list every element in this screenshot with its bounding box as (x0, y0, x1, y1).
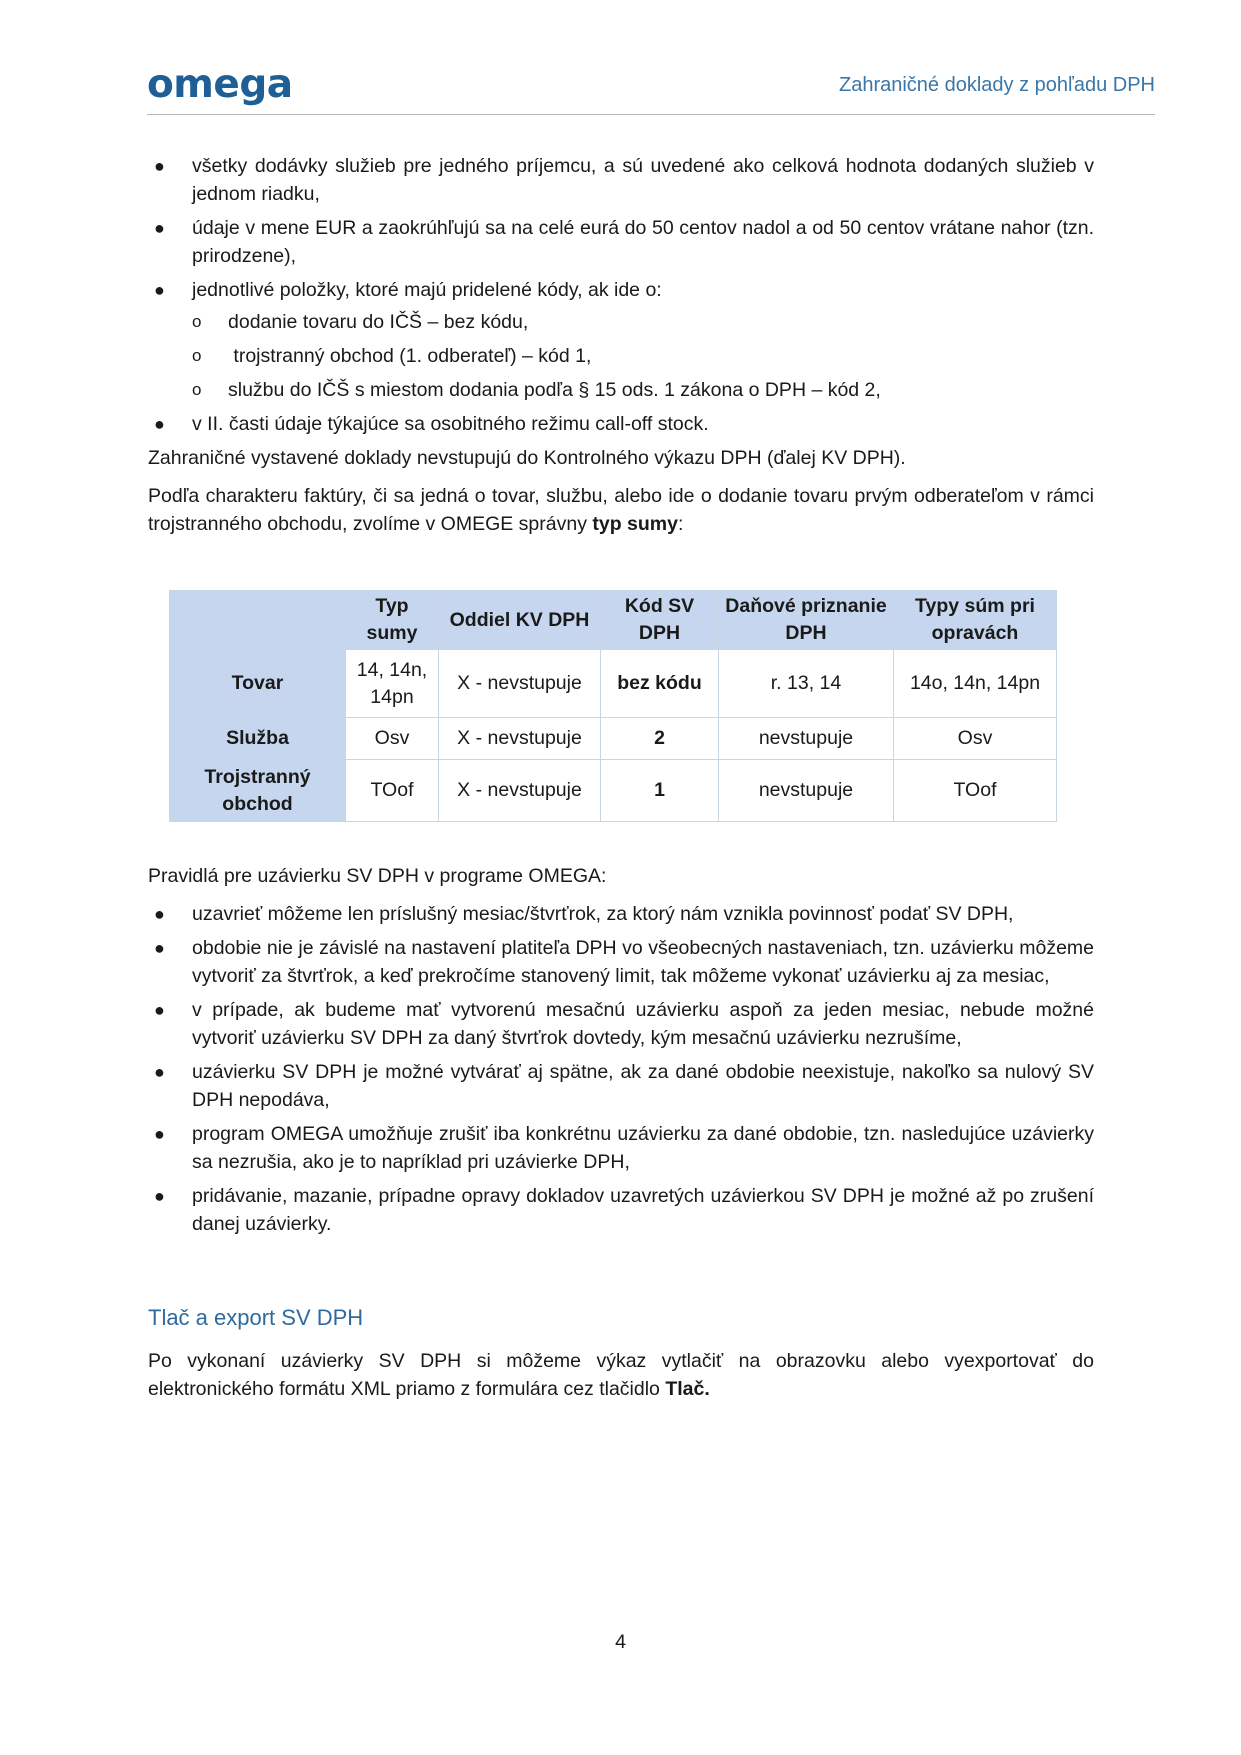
circle-bullet-icon: o (192, 346, 202, 365)
bullet-icon: ● (154, 1124, 165, 1144)
list-item: ● údaje v mene EUR a zaokrúhľujú sa na celé eurá do 50 centov nadol a od 50 centov vrátane nahor (tzn. prirodzene), (148, 214, 1094, 270)
bullet-icon: ● (154, 904, 165, 924)
table-header-cell (170, 591, 346, 650)
table-cell: X - nevstupuje (439, 718, 601, 760)
typ-sumy-table-wrapper (169, 590, 1057, 822)
table-cell: 14o, 14n, 14pn (894, 650, 1057, 718)
sub-list-item: o dodanie tovaru do IČŠ – bez kódu, (148, 308, 1094, 336)
table-cell: nevstupuje (719, 718, 894, 760)
table-cell: TOof (894, 760, 1057, 822)
sub-list-item: o trojstranný obchod (1. odberateľ) – kód 1, (148, 342, 1094, 370)
paragraph-kv-dph: Zahraničné vystavené doklady nevstupujú do Kontrolného výkazu DPH (ďalej KV DPH). (148, 447, 906, 469)
bullet-icon: ● (154, 156, 165, 176)
bullet-icon: ● (154, 414, 165, 434)
table-cell: X - nevstupuje (439, 760, 601, 822)
table-cell: TOof (346, 760, 439, 822)
sub-bullet-list (192, 308, 1094, 404)
bullet-icon: ● (154, 938, 165, 958)
list-item: ● jednotlivé položky, ktoré majú pridelené kódy, ak ide o: o dodanie tovaru do IČŠ – bez kódu, o trojstranný obchod (1. odberateľ) – kód 1, o službu do IČŠ s miestom dodania podľa § 15 ods. 1 zákona o DPH – kód 2, (148, 276, 1094, 404)
list-item: ● v prípade, ak budeme mať vytvorenú mesačnú uzávierku aspoň za jeden mesiac, nebude možné vytvoriť uzávierku SV DPH za daný štvrťrok dovtedy, kým mesačnú uzávierku nezrušíme, (148, 996, 1094, 1052)
table-cell: bez kódu (601, 650, 719, 718)
table-cell: Osv (346, 718, 439, 760)
table-cell: X - nevstupuje (439, 650, 601, 718)
bullet-icon: ● (154, 1062, 165, 1082)
circle-bullet-icon: o (192, 380, 202, 399)
table-row (170, 760, 1057, 822)
list-item: ● obdobie nie je závislé na nastavení platiteľa DPH vo všeobecných nastaveniach, tzn. uzávierku môžeme vytvoriť za štvrťrok, a keď prekročíme stanovený limit, tak môžeme vykonať uzávierku aj za mesiac, (148, 934, 1094, 990)
list-item: ● pridávanie, mazanie, prípadne opravy dokladov uzavretých uzávierkou SV DPH je možné až po zrušení danej uzávierky. (148, 1182, 1094, 1238)
table-cell: 14, 14n, 14pn (346, 650, 439, 718)
row-header-cell: Trojstranný obchod (170, 760, 346, 822)
table-header-row (170, 591, 1057, 650)
page-number: 4 (615, 1631, 626, 1653)
typ-sumy-table (169, 590, 1057, 822)
table-header-cell: Kód SV DPH (601, 591, 719, 650)
table-cell: 1 (601, 760, 719, 822)
bullet-icon: ● (154, 1186, 165, 1206)
table-cell: 2 (601, 718, 719, 760)
table-row (170, 718, 1057, 760)
final-paragraph: Po vykonaní uzávierky SV DPH si môžeme výkaz vytlačiť na obrazovku alebo vyexportovať do elektronického formátu XML priamo z formulára cez tlačidlo Tlač. (148, 1350, 1094, 1400)
sub-list-item: o službu do IČŠ s miestom dodania podľa § 15 ods. 1 zákona o DPH – kód 2, (148, 376, 1094, 404)
list-item: ● program OMEGA umožňuje zrušiť iba konkrétnu uzávierku za dané obdobie, tzn. nasledujúce uzávierky sa nezrušia, ako je to napríklad pri uzávierke DPH, (148, 1120, 1094, 1176)
row-header-cell: Služba (170, 718, 346, 760)
bullet-icon: ● (154, 1000, 165, 1020)
list-item: ● uzávierku SV DPH je možné vytvárať aj spätne, ak za dané obdobie neexistuje, nakoľko sa nulový SV DPH nepodáva, (148, 1058, 1094, 1114)
rules-bullet-list (148, 900, 1094, 1238)
paragraph-typ-sumy: Podľa charakteru faktúry, či sa jedná o tovar, službu, alebo ide o dodanie tovaru prvým odberateľom v rámci trojstranného obchodu, zvolíme v OMEGE správny typ sumy: (148, 485, 1094, 535)
table-header-cell: Typy súm pri opravách (894, 591, 1057, 650)
page-header (147, 62, 1155, 115)
omega-logo: omega (147, 62, 293, 107)
list-item: ● uzavrieť môžeme len príslušný mesiac/štvrťrok, za ktorý nám vznikla povinnosť podať SV DPH, (148, 900, 1094, 928)
rules-section (148, 862, 1094, 1244)
body-text (148, 152, 1094, 548)
section-heading: Tlač a export SV DPH (148, 1305, 364, 1330)
list-item: ● v II. časti údaje týkajúce sa osobitného režimu call-off stock. (148, 410, 1094, 438)
table-cell: nevstupuje (719, 760, 894, 822)
document-title: Zahraničné doklady z pohľadu DPH (838, 74, 1155, 96)
table-cell: Osv (894, 718, 1057, 760)
circle-bullet-icon: o (192, 312, 202, 331)
table-header-cell: Oddiel KV DPH (439, 591, 601, 650)
bullet-icon: ● (154, 280, 165, 300)
bullet-icon: ● (154, 218, 165, 238)
rules-title: Pravidlá pre uzávierku SV DPH v programe OMEGA: (148, 865, 607, 887)
intro-bullet-list (148, 152, 1094, 438)
table-header-cell: Typ sumy (346, 591, 439, 650)
table-cell: r. 13, 14 (719, 650, 894, 718)
table-row (170, 650, 1057, 718)
list-item: ● všetky dodávky služieb pre jedného príjemcu, a sú uvedené ako celková hodnota dodaných služieb v jednom riadku, (148, 152, 1094, 208)
table-header-cell: Daňové priznanie DPH (719, 591, 894, 650)
row-header-cell: Tovar (170, 650, 346, 718)
